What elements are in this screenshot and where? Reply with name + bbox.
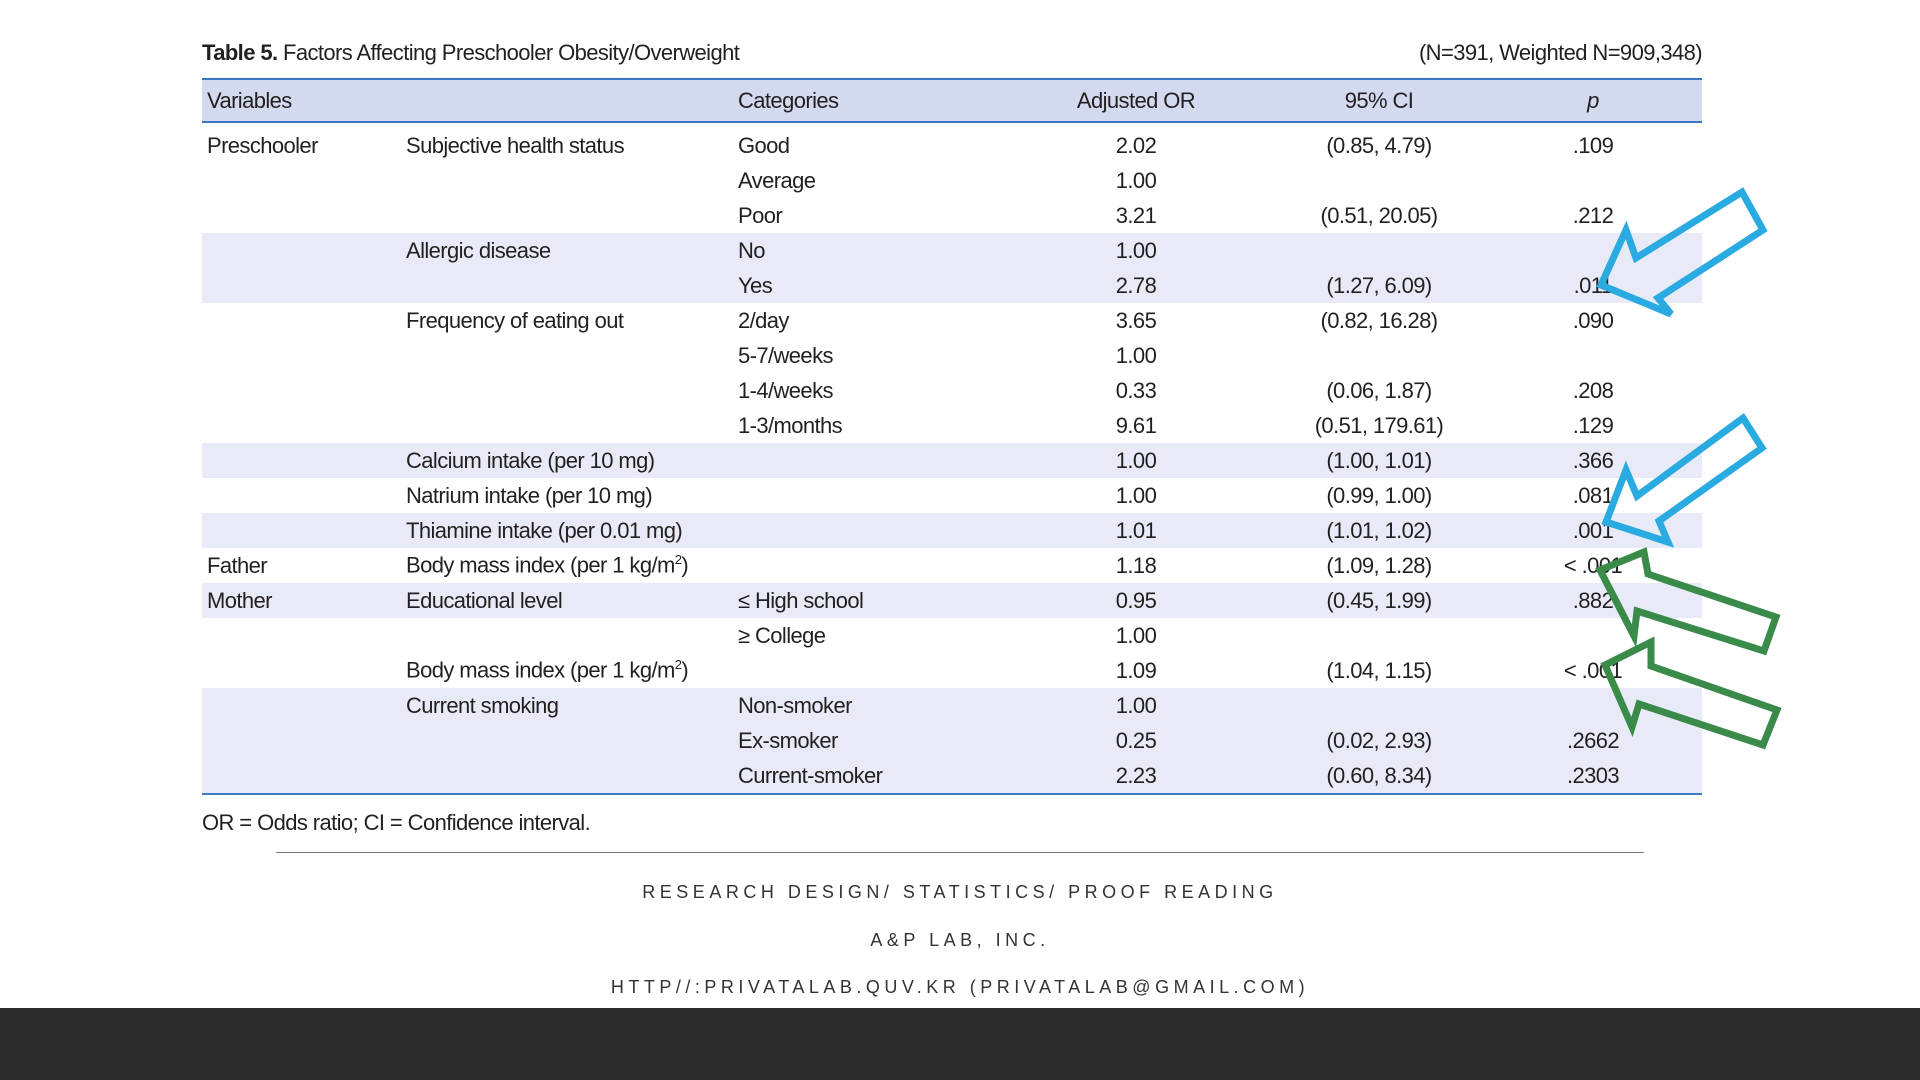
cell-category: 1-4/weeks [738, 377, 833, 403]
table-row [202, 338, 1702, 373]
cell-p-value: .366 [1504, 443, 1702, 478]
cell-ci: (1.04, 1.15) [1326, 657, 1432, 683]
cell-ci: (0.06, 1.87) [1326, 377, 1432, 403]
cell-variable: Calcium intake (per 10 mg) [406, 443, 738, 478]
table-row [202, 303, 1702, 338]
cell-adjusted-or: 1.00 [1018, 688, 1254, 723]
cell-adjusted-or: 1.09 [1115, 657, 1157, 683]
cell-ci: (0.51, 179.61) [1314, 412, 1444, 438]
cell-variable: Educational level [406, 583, 738, 618]
cell-variable [406, 723, 738, 758]
cell-variable [406, 758, 738, 794]
table-footnote: OR = Odds ratio; CI = Confidence interval. [202, 810, 591, 835]
cell-variable [406, 618, 738, 653]
table-row [202, 478, 1702, 513]
results-table [202, 78, 1702, 795]
variable-tail: ) [681, 552, 689, 578]
table-number: Table 5. [202, 40, 278, 65]
cell-category: 2/day [738, 307, 789, 333]
cell-variable: Allergic disease [406, 233, 738, 268]
variable-superscript: 2 [674, 657, 682, 673]
cell-p-value: < .001 [1563, 552, 1623, 578]
cell-category: Yes [738, 268, 1018, 303]
cell-variable [406, 408, 738, 443]
variable-text: Body mass index (per 1 kg/m [406, 657, 675, 683]
cell-group [202, 723, 406, 758]
cell-group [202, 443, 406, 478]
table-header-row [202, 79, 1702, 122]
cell-variable [406, 548, 738, 583]
cell-variable: Current smoking [406, 688, 738, 723]
cell-category [738, 443, 1018, 478]
table-row [202, 758, 1702, 794]
cell-group [202, 688, 406, 723]
header-adjusted-or: Adjusted OR [1018, 79, 1254, 122]
header-ci: 95% CI [1254, 79, 1504, 122]
cell-variable: Frequency of eating out [406, 307, 624, 333]
cell-adjusted-or: 1.01 [1018, 513, 1254, 548]
cell-group [202, 233, 406, 268]
cell-p-value: .001 [1504, 513, 1702, 548]
cell-p-value: .882 [1504, 583, 1702, 618]
cell-ci: (0.60, 8.34) [1254, 758, 1504, 794]
cell-category: Average [738, 167, 816, 193]
cell-group [202, 618, 406, 653]
cell-category: 1-3/months [738, 412, 843, 438]
footer-divider [276, 852, 1644, 853]
cell-group [202, 303, 406, 338]
table-row [202, 163, 1702, 198]
cell-p-value: .011 [1504, 268, 1702, 303]
cell-category [738, 478, 1018, 513]
cell-category [738, 548, 1018, 583]
cell-variable: Natrium intake (per 10 mg) [406, 482, 653, 508]
bottom-bar [0, 1008, 1920, 1080]
cell-ci: (0.99, 1.00) [1326, 482, 1432, 508]
cell-group: Father [207, 552, 267, 578]
cell-adjusted-or: 2.23 [1018, 758, 1254, 794]
cell-group [202, 408, 406, 443]
table-body [202, 122, 1702, 794]
variable-tail: ) [681, 657, 689, 683]
cell-group: Preschooler [207, 132, 318, 158]
cell-group [202, 758, 406, 794]
table-title [202, 40, 739, 66]
cell-ci [1254, 338, 1504, 373]
cell-p-value [1504, 688, 1702, 723]
cell-adjusted-or: 3.65 [1115, 307, 1157, 333]
cell-ci: (0.45, 1.99) [1254, 583, 1504, 618]
table-row [202, 688, 1702, 723]
cell-group [202, 653, 406, 688]
cell-ci [1254, 233, 1504, 268]
cell-adjusted-or: 9.61 [1115, 412, 1157, 438]
cell-adjusted-or: 0.95 [1018, 583, 1254, 618]
cell-ci: (1.09, 1.28) [1326, 552, 1432, 578]
table-row [202, 233, 1702, 268]
cell-p-value: .081 [1572, 482, 1614, 508]
cell-p-value [1504, 163, 1702, 198]
table-row [202, 443, 1702, 478]
cell-ci [1254, 688, 1504, 723]
cell-adjusted-or: 3.21 [1115, 202, 1157, 228]
cell-p-value: .212 [1572, 202, 1614, 228]
cell-p-value: < .001 [1563, 657, 1623, 683]
cell-p-value: .2662 [1504, 723, 1702, 758]
table-row [202, 198, 1702, 233]
cell-variable [406, 338, 738, 373]
cell-p-value: .208 [1572, 377, 1614, 403]
cell-ci: (1.00, 1.01) [1254, 443, 1504, 478]
cell-category: ≤ High school [738, 583, 1018, 618]
cell-category [738, 653, 1018, 688]
table-row [202, 373, 1702, 408]
cell-p-value [1504, 233, 1702, 268]
table-row [202, 653, 1702, 688]
cell-variable [406, 163, 738, 198]
table-row [202, 122, 1702, 163]
cell-variable [406, 373, 738, 408]
cell-adjusted-or: 1.00 [1018, 443, 1254, 478]
cell-category: ≥ College [738, 622, 826, 648]
cell-ci: (1.01, 1.02) [1254, 513, 1504, 548]
cell-variable [406, 268, 738, 303]
cell-variable: Thiamine intake (per 0.01 mg) [406, 513, 738, 548]
cell-adjusted-or: 1.00 [1115, 167, 1157, 193]
table-row [202, 723, 1702, 758]
cell-ci: (1.27, 6.09) [1254, 268, 1504, 303]
table-row [202, 548, 1702, 583]
cell-ci: (0.51, 20.05) [1320, 202, 1438, 228]
cell-adjusted-or: 1.00 [1115, 342, 1157, 368]
cell-group [202, 198, 406, 233]
cell-category: Non-smoker [738, 688, 1018, 723]
cell-p-value: .2303 [1504, 758, 1702, 794]
cell-adjusted-or: 2.02 [1115, 132, 1157, 158]
cell-category: Ex-smoker [738, 723, 1018, 758]
cell-group [202, 163, 406, 198]
cell-p-value: .090 [1572, 307, 1614, 333]
cell-adjusted-or: 0.25 [1018, 723, 1254, 758]
cell-ci: (0.85, 4.79) [1326, 132, 1432, 158]
sample-size-note: (N=391, Weighted N=909,348) [1418, 40, 1702, 65]
variable-text: Body mass index (per 1 kg/m [406, 552, 675, 578]
table-row [202, 268, 1702, 303]
table-row [202, 583, 1702, 618]
cell-adjusted-or: 0.33 [1115, 377, 1157, 403]
cell-group [202, 268, 406, 303]
footer-company: A&P LAB, INC. [870, 930, 1050, 950]
cell-ci [1254, 618, 1504, 653]
cell-ci [1254, 163, 1504, 198]
cell-p-value [1504, 618, 1702, 653]
cell-category: Poor [738, 202, 783, 228]
cell-group [202, 338, 406, 373]
footer-contact: HTTP//:PRIVATALAB.QUV.KR (PRIVATALAB@GMAIL.COM) [610, 977, 1310, 997]
table-row [202, 408, 1702, 443]
cell-adjusted-or: 1.18 [1115, 552, 1157, 578]
table-caption: Factors Affecting Preschooler Obesity/Overweight [277, 40, 740, 65]
cell-group [202, 513, 406, 548]
variable-superscript: 2 [674, 552, 682, 568]
cell-category [738, 513, 1018, 548]
cell-adjusted-or: 2.78 [1018, 268, 1254, 303]
cell-adjusted-or: 1.00 [1115, 482, 1157, 508]
cell-variable: Subjective health status [406, 132, 624, 158]
cell-category: 5-7/weeks [738, 342, 833, 368]
cell-variable [406, 653, 738, 688]
header-p-value: p [1504, 79, 1702, 122]
cell-variable [406, 198, 738, 233]
header-categories: Categories [738, 79, 1018, 122]
cell-category: No [738, 233, 1018, 268]
header-variables: Variables [202, 79, 738, 122]
table-row [202, 618, 1702, 653]
cell-ci: (0.82, 16.28) [1320, 307, 1438, 333]
cell-category: Good [738, 132, 790, 158]
footer-services: RESEARCH DESIGN/ STATISTICS/ PROOF READING [642, 882, 1278, 902]
cell-group [202, 478, 406, 513]
cell-p-value: .109 [1572, 132, 1614, 158]
cell-p-value: .129 [1572, 412, 1614, 438]
table-row [202, 513, 1702, 548]
cell-ci: (0.02, 2.93) [1254, 723, 1504, 758]
cell-p-value [1504, 338, 1702, 373]
cell-group [202, 373, 406, 408]
cell-adjusted-or: 1.00 [1018, 233, 1254, 268]
cell-category: Current-smoker [738, 758, 1018, 794]
cell-group: Mother [202, 583, 406, 618]
cell-adjusted-or: 1.00 [1115, 622, 1157, 648]
